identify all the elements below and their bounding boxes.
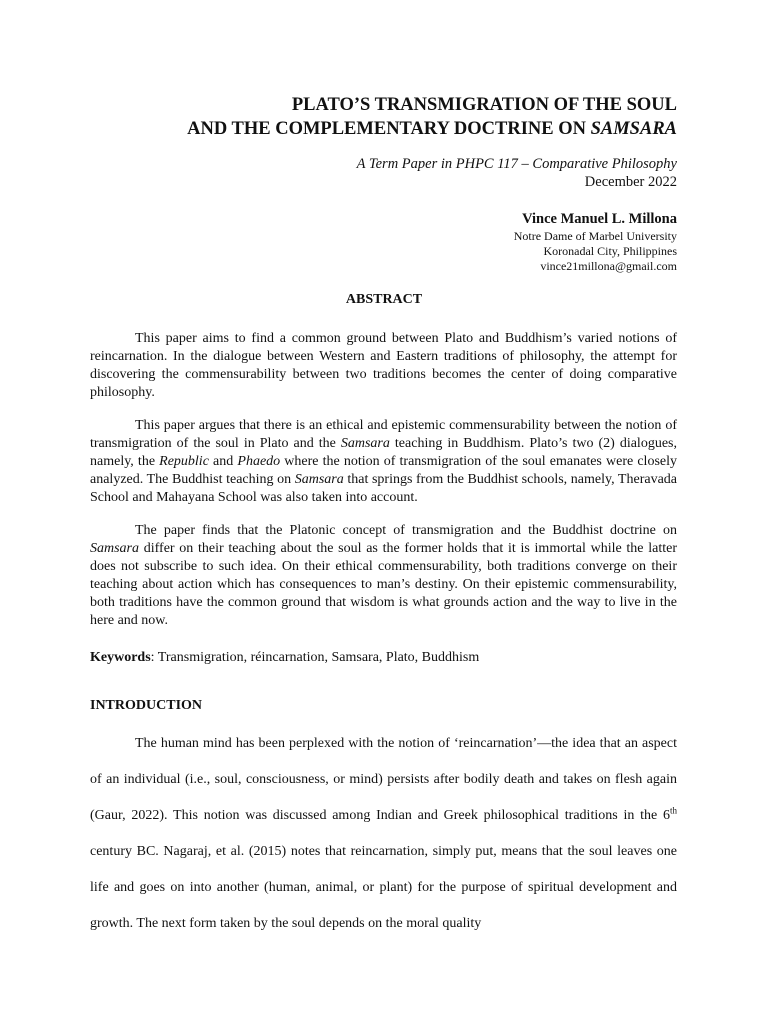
abstract-paragraph-3 bbox=[90, 522, 677, 630]
title-line-2 bbox=[90, 117, 677, 141]
keywords-list: : Transmigration, réincarnation, Samsara, Plato, Buddhism bbox=[150, 650, 480, 665]
p2-text-a: This paper argues that there is an ethical and epistemic commensurability between the notion of transmigration of the soul in Plato and the bbox=[90, 418, 677, 451]
p2-italic-samsara: Samsara bbox=[340, 436, 390, 451]
abstract-paragraph-2 bbox=[90, 417, 677, 507]
abstract-paragraph-2-wrap bbox=[90, 417, 677, 507]
p2-text-c: and bbox=[208, 454, 238, 469]
p3-italic-samsara: Samsara bbox=[90, 541, 140, 556]
abstract-paragraph-1: This paper aims to find a common ground between Plato and Buddhism’s varied notions of reincarnation. In the dialogue between Western and Eastern traditions of philosophy, the attempt for discovering the commensurability between two traditions becomes the center of doing comparative philosophy. bbox=[90, 331, 677, 400]
keywords-line bbox=[90, 649, 677, 667]
author-institution: Notre Dame of Marbel University bbox=[513, 229, 677, 243]
paper-subtitle bbox=[90, 155, 677, 191]
p2-italic-republic: Republic bbox=[159, 454, 209, 469]
title-line-1: PLATO’S TRANSMIGRATION OF THE SOUL bbox=[291, 95, 677, 115]
abstract-paragraph-3-wrap bbox=[90, 522, 677, 630]
intro-text-a: The human mind has been perplexed with the notion of ‘reincarnation’—the idea that an aspect of an individual (i.e., soul, consciousness, or mind) persists after bodily death and takes on flesh again (Gaur, 2022). This notion was discussed among Indian and Greek philosophical traditions in the 6 bbox=[90, 736, 677, 823]
keywords-label: Keywords bbox=[90, 650, 151, 665]
abstract-paragraph-1-wrap bbox=[90, 330, 677, 402]
p2-italic-samsara-2: Samsara bbox=[294, 472, 344, 487]
p2-text-b: teaching in Buddhism. Plato’s two (2) dialogues, namely, the bbox=[90, 436, 677, 469]
date-line: December 2022 bbox=[584, 174, 677, 190]
p3-text-a: The paper finds that the Platonic concept of transmigration and the Buddhist doctrine on bbox=[135, 523, 677, 538]
paper-title bbox=[90, 93, 677, 141]
introduction-paragraph bbox=[90, 726, 677, 942]
paper-header bbox=[90, 93, 677, 274]
author-block bbox=[90, 210, 677, 274]
introduction-paragraph-wrap bbox=[90, 726, 677, 942]
title-line-2-text: AND THE COMPLEMENTARY DOCTRINE ON bbox=[187, 119, 591, 139]
course-line: A Term Paper in PHPC 117 – Comparative Philosophy bbox=[356, 156, 677, 172]
introduction-heading: INTRODUCTION bbox=[90, 698, 203, 713]
author-location: Koronadal City, Philippines bbox=[543, 244, 677, 258]
author-name: Vince Manuel L. Millona bbox=[522, 211, 677, 227]
p2-italic-phaedo: Phaedo bbox=[237, 454, 281, 469]
intro-superscript: th bbox=[669, 805, 677, 816]
intro-text-b: century BC. Nagaraj, et al. (2015) notes that reincarnation, simply put, means that the soul leaves one life and goes on into another (human, animal, or plant) for the purpose of spiritual development and growth. The next form taken by the soul depends on the moral quality bbox=[90, 844, 677, 931]
abstract-heading: ABSTRACT bbox=[345, 292, 423, 307]
p2-text-d: where the notion of transmigration of the soul emanates were closely analyzed. The Buddhist teaching on bbox=[90, 454, 677, 487]
title-line-2-italic: SAMSARA bbox=[590, 119, 677, 139]
p2-text-e: that springs from the Buddhist schools, namely, Theravada School and Mahayana School was also taken into account. bbox=[90, 472, 677, 505]
p3-text-b: differ on their teaching about the soul as the former holds that it is immortal while the latter does not subscribe to such idea. On their ethical commensurability, both traditions converge on their teaching about action which has consequences to man’s destiny. On their epistemic commensurability, both traditions have the common ground that wisdom is what grounds action and the way to live in the here and now. bbox=[90, 541, 677, 628]
author-email: vince21millona@gmail.com bbox=[540, 259, 677, 273]
